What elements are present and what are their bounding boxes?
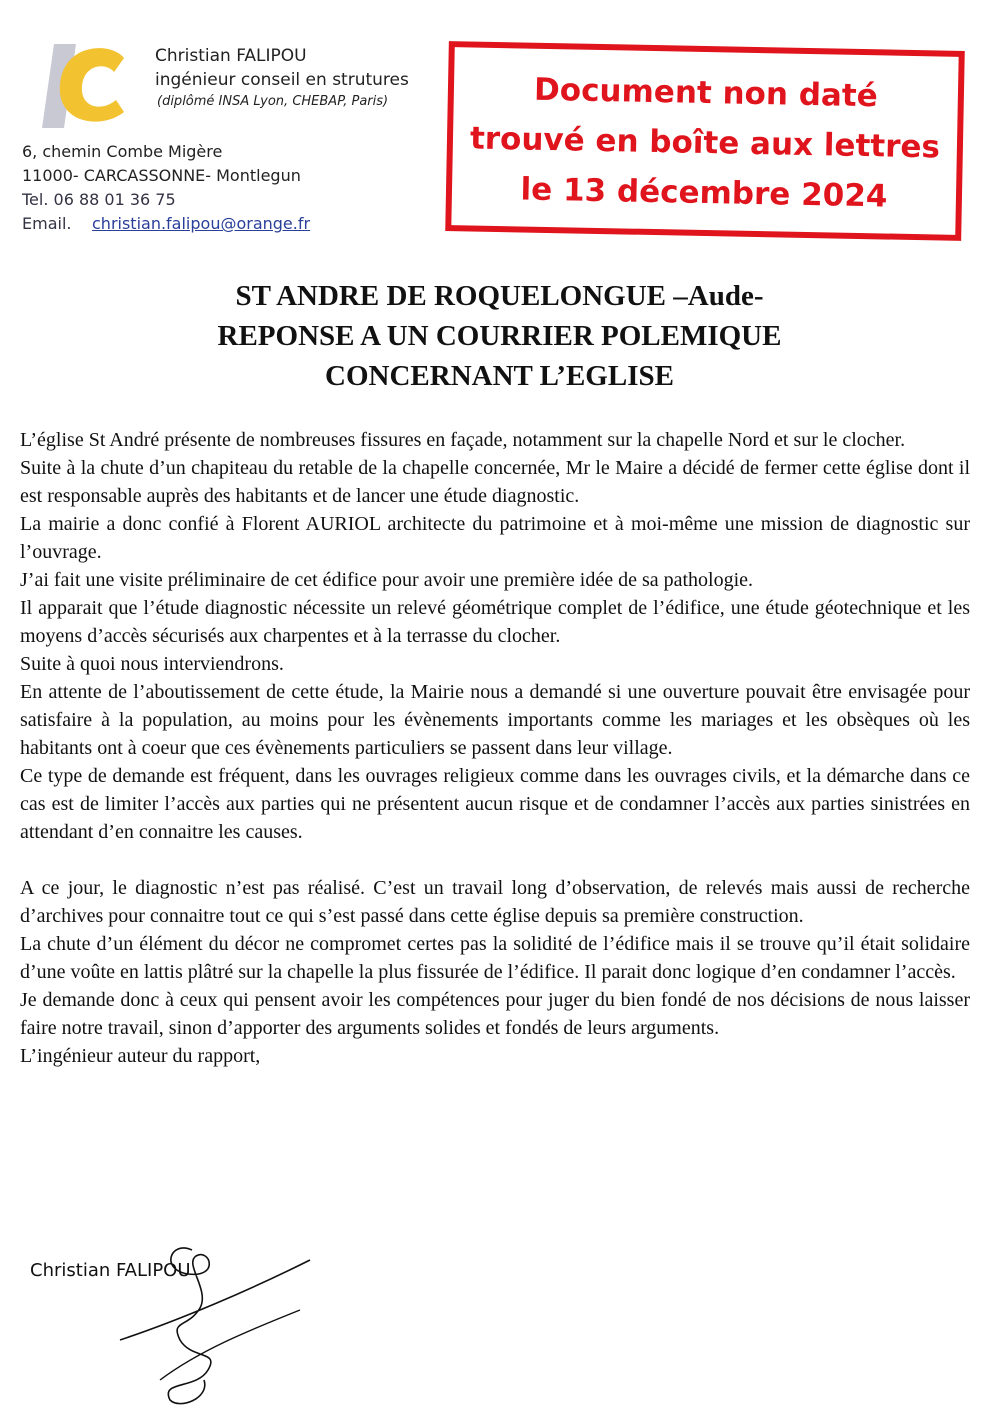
paragraph: Suite à quoi nous interviendrons. bbox=[20, 653, 284, 675]
paragraph: La mairie a donc confié à Florent AURIOL architecte du patrimoine et à moi-même une mission de diagnostic sur l’ouvrage. bbox=[20, 513, 970, 563]
title-line-1: ST ANDRE DE ROQUELONGUE –Aude- bbox=[235, 280, 764, 312]
paragraph: Suite à la chute d’un chapiteau du retable de la chapelle concernée, Mr le Maire a décidé de fermer cette église dont il est responsable auprès des habitants et de lancer une étude diagnostic. bbox=[20, 457, 970, 507]
letter-body bbox=[20, 426, 970, 1070]
address-line-2: 11000- CARCASSONNE- Montlegun bbox=[22, 166, 301, 185]
paragraph-gap bbox=[20, 846, 970, 874]
paragraph: A ce jour, le diagnostic n’est pas réalisé. C’est un travail long d’observation, de relevés mais aussi de recherche d’archives pour connaitre tout ce qui s’est passé dans cette église depuis sa première construction. bbox=[20, 877, 970, 927]
closing-line: L’ingénieur auteur du rapport, bbox=[20, 1045, 261, 1067]
stamp-line-1: Document non daté bbox=[533, 71, 879, 115]
paragraph: Je demande donc à ceux qui pensent avoir les compétences pour juger du bien fondé de nos décisions de nous laisser faire notre travail, sinon d’apporter des arguments solides et fondés de leurs arguments. bbox=[20, 989, 970, 1039]
paragraph: Il apparait que l’étude diagnostic nécessite un relevé géométrique complet de l’édifice, une étude géotechnique et les moyens d’accès sécurisés aux charpentes et à la terrasse du clocher. bbox=[20, 597, 970, 647]
email-label: Email. bbox=[22, 214, 72, 233]
sender-diploma: (diplômé INSA Lyon, CHEBAP, Paris) bbox=[157, 94, 389, 109]
address-line-1: 6, chemin Combe Migère bbox=[22, 142, 223, 161]
email-row bbox=[22, 212, 310, 236]
document-title bbox=[0, 276, 999, 396]
address-block bbox=[22, 140, 310, 236]
sender-role: ingénieur conseil en strutures bbox=[155, 70, 409, 90]
sender-block bbox=[155, 44, 409, 112]
title-line-2: REPONSE A UN COURRIER POLEMIQUE bbox=[217, 320, 782, 352]
stamp-line-3: le 13 décembre 2024 bbox=[520, 171, 888, 215]
paragraph: La chute d’un élément du décor ne compromet certes pas la solidité de l’édifice mais il se trouve qu’il était solidaire d’une voûte en lattis plâtré sur la chapelle la plus fissurée de l’édifice. Il parait donc logique d’en condamner l’accès. bbox=[20, 933, 970, 983]
signatory-name: Christian FALIPOU bbox=[30, 1260, 191, 1281]
sender-name: Christian FALIPOU bbox=[155, 46, 307, 66]
paragraph: L’église St André présente de nombreuses fissures en façade, notamment sur la chapelle Nord et sur le clocher. bbox=[20, 429, 906, 451]
paragraph: En attente de l’aboutissement de cette étude, la Mairie nous a demandé si une ouverture pouvait être envisagée pour satisfaire à la population, au moins pour les évènements importants comme les mariages et les obsèques où les habitants ont à coeur que ces évènements particuliers se passent dans leur village. bbox=[20, 681, 970, 759]
title-line-3: CONCERNANT L’EGLISE bbox=[325, 360, 674, 392]
stamp-line-2: trouvé en boîte aux lettres bbox=[469, 120, 941, 166]
red-stamp bbox=[445, 41, 965, 241]
company-logo bbox=[24, 36, 134, 136]
paragraph: Ce type de demande est fréquent, dans les ouvrages religieux comme dans les ouvrages civils, et la démarche dans ce cas est de limiter l’accès aux parties qui ne présentent aucun risque et de condamner l’accès aux parties sinistrées en attendant d’en connaitre les causes. bbox=[20, 765, 970, 843]
handwritten-signature bbox=[100, 1230, 330, 1410]
email-link[interactable]: christian.falipou@orange.fr bbox=[92, 214, 311, 233]
telephone: Tel. 06 88 01 36 75 bbox=[22, 190, 176, 209]
paragraph: J’ai fait une visite préliminaire de cet édifice pour avoir une première idée de sa pathologie. bbox=[20, 569, 754, 591]
